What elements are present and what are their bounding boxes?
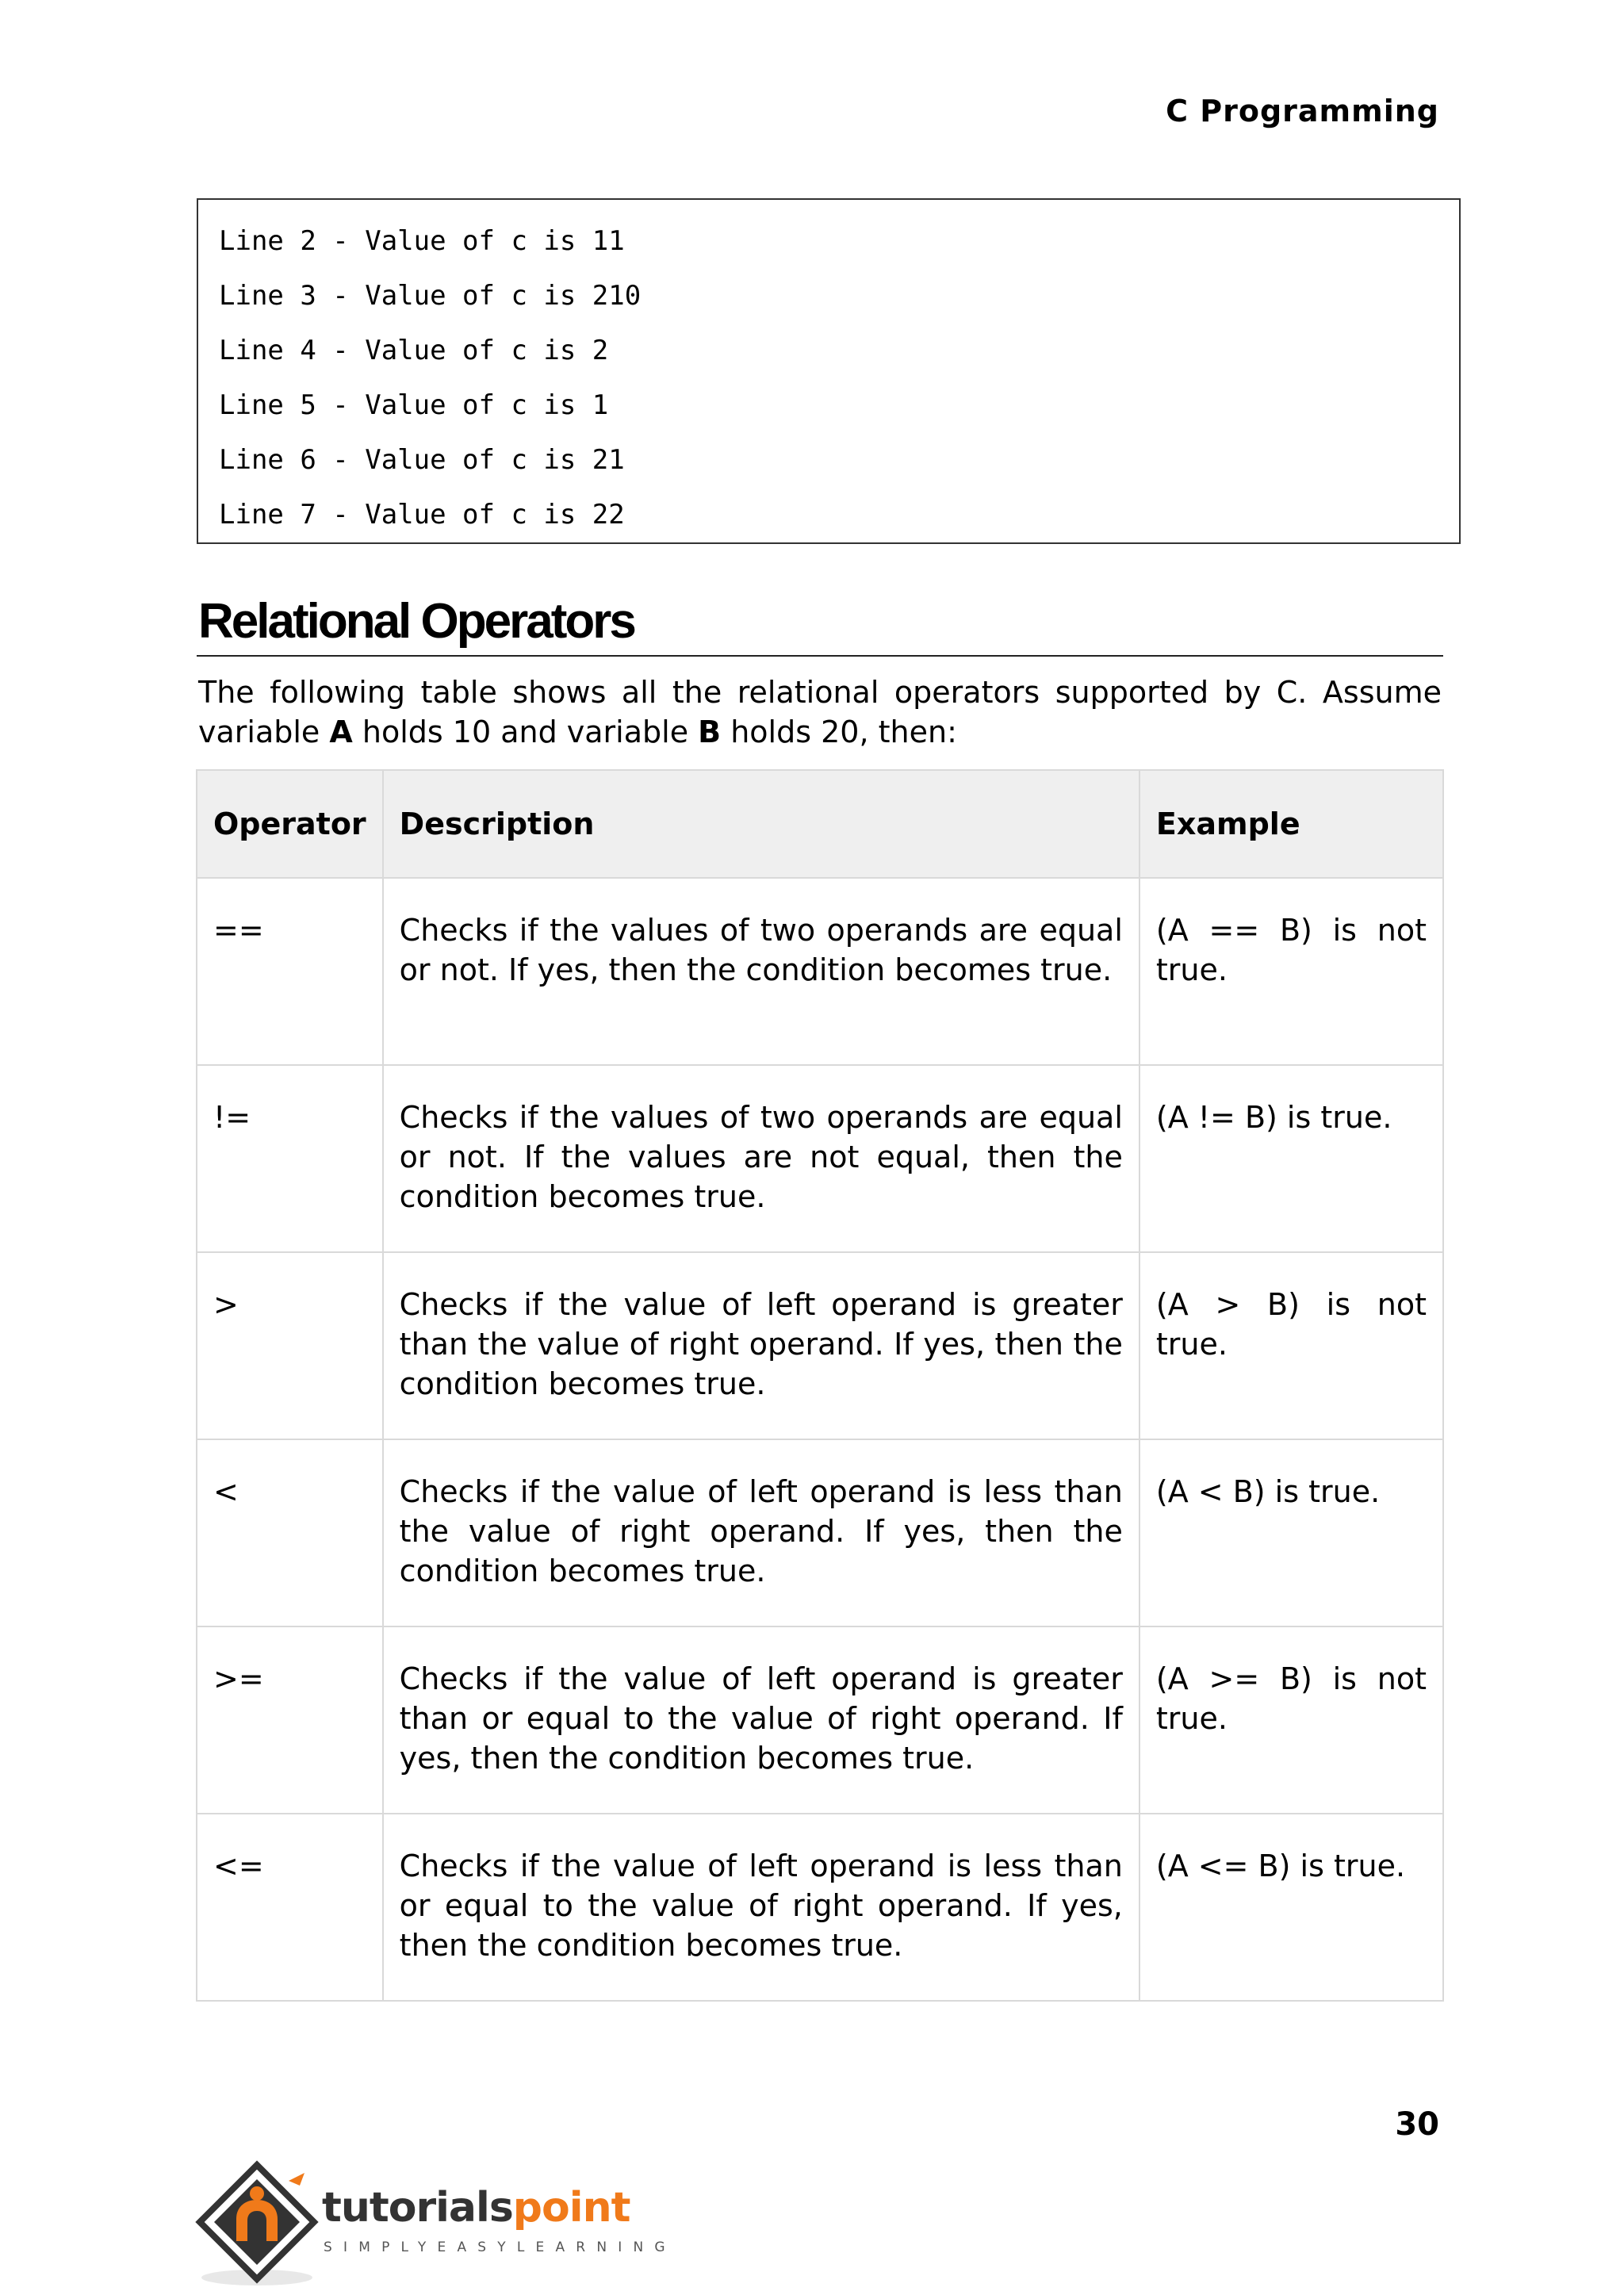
table-row bbox=[197, 1626, 1443, 1814]
example-cell: (A < B) is true. bbox=[1139, 1439, 1443, 1626]
running-header-title: C Programming bbox=[1166, 94, 1439, 128]
logo-tagline: SIMPLYEASYLEARNING bbox=[324, 2239, 676, 2255]
column-header-example: Example bbox=[1139, 770, 1443, 878]
description-cell: Checks if the values of two operands are equal or not. If yes, then the condition becomes true. bbox=[383, 878, 1139, 1065]
intro-text: holds 20, then: bbox=[721, 715, 957, 749]
table-row bbox=[197, 1814, 1443, 2001]
logo-word-point: point bbox=[512, 2184, 630, 2232]
code-line: Line 6 - Value of c is 21 bbox=[219, 444, 625, 476]
example-cell: (A != B) is true. bbox=[1139, 1065, 1443, 1252]
section-heading: Relational Operators bbox=[198, 594, 634, 649]
operator-cell: < bbox=[197, 1439, 383, 1626]
column-header-operator: Operator bbox=[197, 770, 383, 878]
page-number: 30 bbox=[1395, 2106, 1439, 2143]
logo-wordmark bbox=[322, 2184, 630, 2232]
code-output-box bbox=[197, 198, 1461, 544]
code-line: Line 4 - Value of c is 2 bbox=[219, 335, 609, 366]
table-row bbox=[197, 1252, 1443, 1439]
description-cell: Checks if the value of left operand is greater than the value of right operand. If yes, then the condition becomes true. bbox=[383, 1252, 1139, 1439]
intro-text: The following table shows all the relational operators supported by C. Assume variable bbox=[198, 675, 1442, 749]
code-line: Line 3 - Value of c is 210 bbox=[219, 280, 642, 312]
variable-b: B bbox=[698, 715, 722, 749]
table-header-row bbox=[197, 770, 1443, 878]
table-row bbox=[197, 1065, 1443, 1252]
example-cell: (A == B) is not true. bbox=[1139, 878, 1443, 1065]
description-cell: Checks if the values of two operands are equal or not. If the values are not equal, then the condition becomes true. bbox=[383, 1065, 1139, 1252]
operator-cell: <= bbox=[197, 1814, 383, 2001]
column-header-description: Description bbox=[383, 770, 1139, 878]
variable-a: A bbox=[329, 715, 353, 749]
description-cell: Checks if the value of left operand is greater than or equal to the value of right operand. If yes, then the condition becomes true. bbox=[383, 1626, 1139, 1814]
tutorialspoint-logo bbox=[195, 2159, 676, 2293]
operator-cell: != bbox=[197, 1065, 383, 1252]
relational-operators-table bbox=[196, 769, 1444, 2002]
logo-word-tutorials: tutorials bbox=[322, 2184, 513, 2232]
section-divider bbox=[197, 655, 1443, 657]
logo-emblem-icon bbox=[195, 2159, 322, 2293]
code-line: Line 5 - Value of c is 1 bbox=[219, 389, 609, 421]
operator-cell: > bbox=[197, 1252, 383, 1439]
code-line: Line 7 - Value of c is 22 bbox=[219, 499, 625, 531]
intro-paragraph bbox=[198, 672, 1442, 752]
table-row bbox=[197, 1439, 1443, 1626]
example-cell: (A <= B) is true. bbox=[1139, 1814, 1443, 2001]
example-cell: (A >= B) is not true. bbox=[1139, 1626, 1443, 1814]
description-cell: Checks if the value of left operand is less than the value of right operand. If yes, then the condition becomes true. bbox=[383, 1439, 1139, 1626]
description-cell: Checks if the value of left operand is less than or equal to the value of right operand. If yes, then the condition becomes true. bbox=[383, 1814, 1139, 2001]
table-row bbox=[197, 878, 1443, 1065]
operator-cell: == bbox=[197, 878, 383, 1065]
operator-cell: >= bbox=[197, 1626, 383, 1814]
code-line: Line 2 - Value of c is 11 bbox=[219, 225, 625, 257]
example-cell: (A > B) is not true. bbox=[1139, 1252, 1443, 1439]
intro-text: holds 10 and variable bbox=[352, 715, 699, 749]
